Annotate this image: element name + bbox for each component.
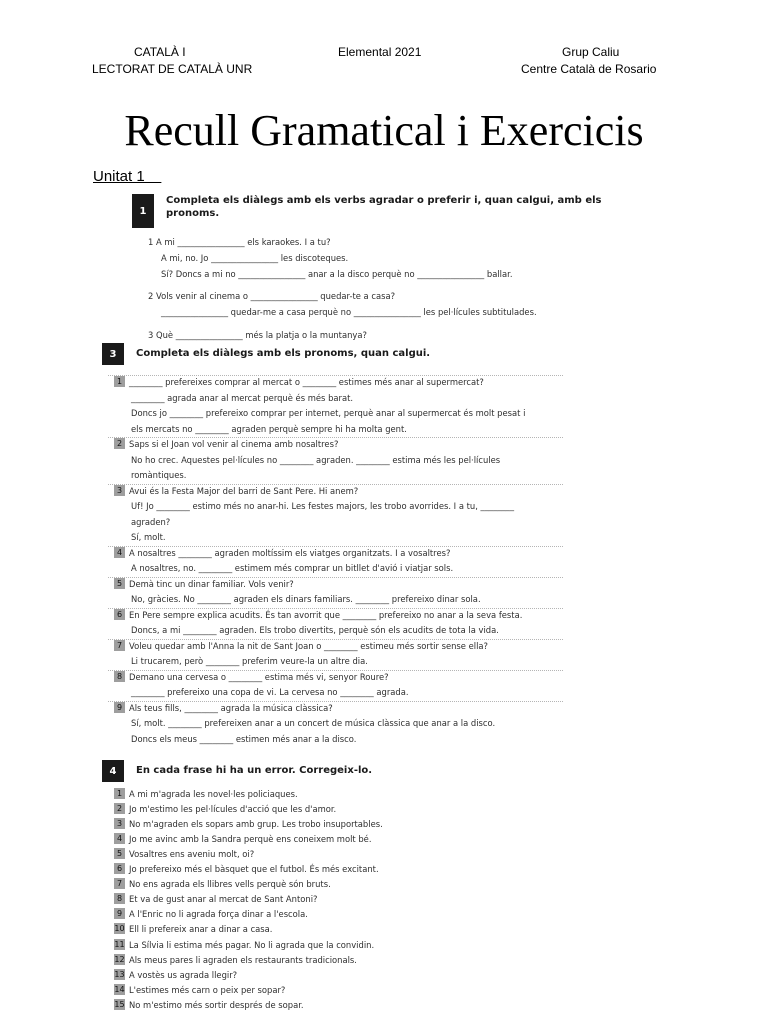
exercise-number-badge: 1 (132, 194, 154, 228)
separator (108, 546, 563, 547)
list-item (114, 803, 336, 815)
list-item (114, 954, 357, 966)
list-item (114, 969, 237, 981)
item-number: 9 (114, 908, 125, 919)
item-text: La Sílvia li estima més pagar. No li agrada que la convidin. (129, 939, 375, 950)
separator (108, 577, 563, 578)
item-text: Doncs jo ________ prefereixo comprar per internet, perquè anar al supermercat és molt pesat i (131, 408, 526, 418)
item-text: agraden? (131, 516, 171, 527)
item-text: Doncs els meus ________ estimen més anar a la disco. (131, 733, 357, 744)
exercise-line: ________________ quedar-me a casa perquè no ________________ les pel·lícules subtitulades. (161, 307, 537, 317)
item-number: 6 (114, 863, 125, 874)
item-text: No, gràcies. No ________ agraden els dinars familiars. ________ prefereixo dinar sola. (131, 594, 481, 604)
list-item (131, 593, 481, 605)
list-item (114, 609, 522, 621)
exercise-line: 1 A mi ________________ els karaokes. I a tu? (148, 237, 331, 247)
list-item (114, 848, 254, 860)
item-number: 11 (114, 939, 125, 949)
header-lectorat: LECTORAT DE CATALÀ UNR (92, 62, 253, 76)
item-text: Demano una cervesa o ________ estima més vi, senyor Roure? (129, 671, 389, 682)
item-number: 9 (114, 702, 125, 713)
list-item (131, 655, 368, 667)
item-number: 4 (114, 833, 125, 844)
list-item (114, 485, 358, 497)
item-text: ________ prefereixes comprar al mercat o ________ estimes més anar al supermercat? (129, 377, 484, 387)
separator (108, 375, 563, 376)
item-number: 1 (114, 788, 125, 799)
list-item (114, 671, 389, 683)
item-number: 14 (114, 984, 125, 994)
exercise-1-header (132, 194, 602, 228)
list-item (114, 893, 317, 905)
list-item (131, 423, 407, 435)
item-text: Als teus fills, ________ agrada la música clàssica? (129, 702, 333, 713)
list-item (114, 578, 294, 590)
separator (108, 484, 563, 485)
list-item (114, 376, 484, 388)
item-number: 6 (114, 609, 125, 620)
list-item (131, 717, 495, 729)
list-item (131, 624, 499, 636)
separator (108, 437, 563, 438)
list-item (114, 833, 371, 845)
exercise-4-title: En cada frase hi ha un error. Corregeix-lo. (136, 765, 373, 776)
exercise-3-title: Completa els diàlegs amb els pronoms, quan calgui. (136, 348, 431, 359)
list-item (114, 923, 272, 935)
separator (108, 701, 563, 702)
list-item (131, 686, 409, 698)
item-text: A l'Enric no li agrada força dinar a l'escola. (129, 909, 308, 920)
item-text: Uf! Jo ________ estimo més no anar-hi. Les festes majors, les trobo avorrides. I a tu, ________ (131, 501, 515, 511)
list-item (114, 863, 379, 875)
separator (108, 670, 563, 671)
exercise-line: Sí? Doncs a mi no ________________ anar a la disco perquè no ________________ ballar. (161, 269, 513, 279)
exercise-4-header (102, 760, 372, 782)
item-number: 5 (114, 848, 125, 859)
item-text: Sí, molt. ________ prefereixen anar a un concert de música clàssica que anar a la disco. (131, 718, 496, 728)
item-text: Jo prefereixo més el bàsquet que el futbol. És més excitant. (129, 864, 379, 875)
separator (108, 608, 563, 609)
list-item (114, 547, 450, 559)
page-title: Recull Gramatical i Exercicis (124, 106, 644, 155)
item-number: 7 (114, 878, 125, 889)
list-item (114, 999, 304, 1011)
item-text: ________ prefereixo una copa de vi. La cervesa no ________ agrada. (131, 687, 409, 697)
list-item (131, 516, 170, 528)
item-number: 1 (114, 376, 125, 387)
item-text: Demà tinc un dinar familiar. Vols venir? (129, 578, 294, 589)
item-number: 10 (114, 924, 125, 934)
item-text: Vosaltres ens aveniu molt, oi? (129, 849, 255, 860)
list-item (114, 788, 298, 800)
item-number: 15 (114, 999, 125, 1009)
list-item (131, 469, 186, 481)
header-group: Grup Caliu (562, 45, 620, 59)
item-number: 4 (114, 547, 125, 558)
item-text: Avui és la Festa Major del barri de Sant Pere. Hi anem? (129, 485, 359, 496)
item-number: 3 (114, 818, 125, 829)
item-text: A mi m'agrada les novel·les policiaques. (129, 789, 298, 799)
exercise-3-header (102, 343, 430, 365)
item-text: L'estimes més carn o peix per sopar? (129, 984, 286, 995)
item-number: 2 (114, 803, 125, 814)
list-item (114, 818, 383, 830)
exercise-line: 2 Vols venir al cinema o ________________ quedar-te a casa? (148, 291, 396, 301)
list-item (114, 939, 374, 951)
exercise-number-badge: 4 (102, 760, 124, 782)
item-text: A nosaltres ________ agraden moltíssim els viatges organitzats. I a vosaltres? (129, 547, 451, 558)
list-item (114, 984, 285, 996)
list-item (114, 640, 488, 652)
list-item (114, 438, 338, 450)
list-item (131, 392, 353, 404)
item-text: romàntiques. (131, 470, 187, 480)
item-number: 8 (114, 893, 125, 904)
item-text: Voleu quedar amb l'Anna la nit de Sant Joan o ________ estimeu més sortir sense ella? (129, 640, 488, 651)
header-centre: Centre Català de Rosario (521, 62, 657, 76)
list-item (114, 702, 333, 714)
item-text: A vostès us agrada llegir? (129, 969, 238, 980)
item-text: No m'estimo més sortir després de sopar. (129, 999, 304, 1010)
item-text: Doncs, a mi ________ agraden. Els trobo divertits, perquè són els acudits de tota la vida. (131, 625, 499, 635)
unit-label: Unitat 1 (93, 168, 162, 185)
item-text: Et va de gust anar al mercat de Sant Antoni? (129, 894, 318, 905)
item-text: No m'agraden els sopars amb grup. Les trobo insuportables. (129, 819, 383, 830)
item-text: Als meus pares li agraden els restaurants tradicionals. (129, 954, 357, 965)
header-course: CATALÀ I (134, 45, 186, 59)
list-item (131, 733, 356, 745)
item-text: Jo m'estimo les pel·lícules d'acció que les d'amor. (129, 804, 337, 815)
list-item (131, 454, 500, 466)
exercise-1-title: Completa els diàlegs amb els verbs agradar o preferir i, quan calgui, amb els pronoms. (166, 195, 602, 219)
list-item (131, 500, 514, 512)
item-text: No ho crec. Aquestes pel·lícules no ________ agraden. ________ estima més les pel·lícules (131, 454, 501, 465)
header-level: Elemental 2021 (338, 45, 422, 59)
scanned-exercise-sheet (96, 189, 614, 1021)
item-text: Sí, molt. (131, 532, 166, 542)
exercise-line: 3 Què ________________ més la platja o la muntanya? (148, 330, 367, 340)
item-text: No ens agrada els llibres vells perquè són bruts. (129, 879, 331, 890)
item-number: 12 (114, 954, 125, 964)
separator (108, 639, 563, 640)
item-text: els mercats no ________ agraden perquè sempre hi ha molta gent. (131, 423, 407, 434)
item-number: 8 (114, 671, 125, 682)
list-item (131, 531, 166, 543)
exercise-line: A mi, no. Jo ________________ les discoteques. (161, 253, 349, 263)
list-item (114, 908, 308, 920)
list-item (131, 562, 453, 574)
list-item (114, 878, 331, 890)
item-text: ________ agrada anar al mercat perquè és més barat. (131, 392, 354, 403)
item-text: Li trucarem, però ________ preferim veure-la un altre dia. (131, 656, 368, 666)
item-text: Ell li prefereix anar a dinar a casa. (129, 924, 273, 935)
item-number: 7 (114, 640, 125, 651)
item-text: Jo me avinc amb la Sandra perquè ens coneixem molt bé. (129, 834, 372, 845)
item-text: Saps si el Joan vol venir al cinema amb nosaltres? (129, 439, 339, 449)
item-number: 5 (114, 578, 125, 589)
list-item (131, 407, 525, 419)
item-number: 2 (114, 438, 125, 449)
exercise-number-badge: 3 (102, 343, 124, 365)
item-text: En Pere sempre explica acudits. És tan avorrit que ________ prefereixo no anar a la seva festa. (129, 609, 523, 620)
item-number: 13 (114, 969, 125, 979)
item-number: 3 (114, 485, 125, 496)
item-text: A nosaltres, no. ________ estimem més comprar un bitllet d'avió i viatjar sols. (131, 563, 454, 573)
